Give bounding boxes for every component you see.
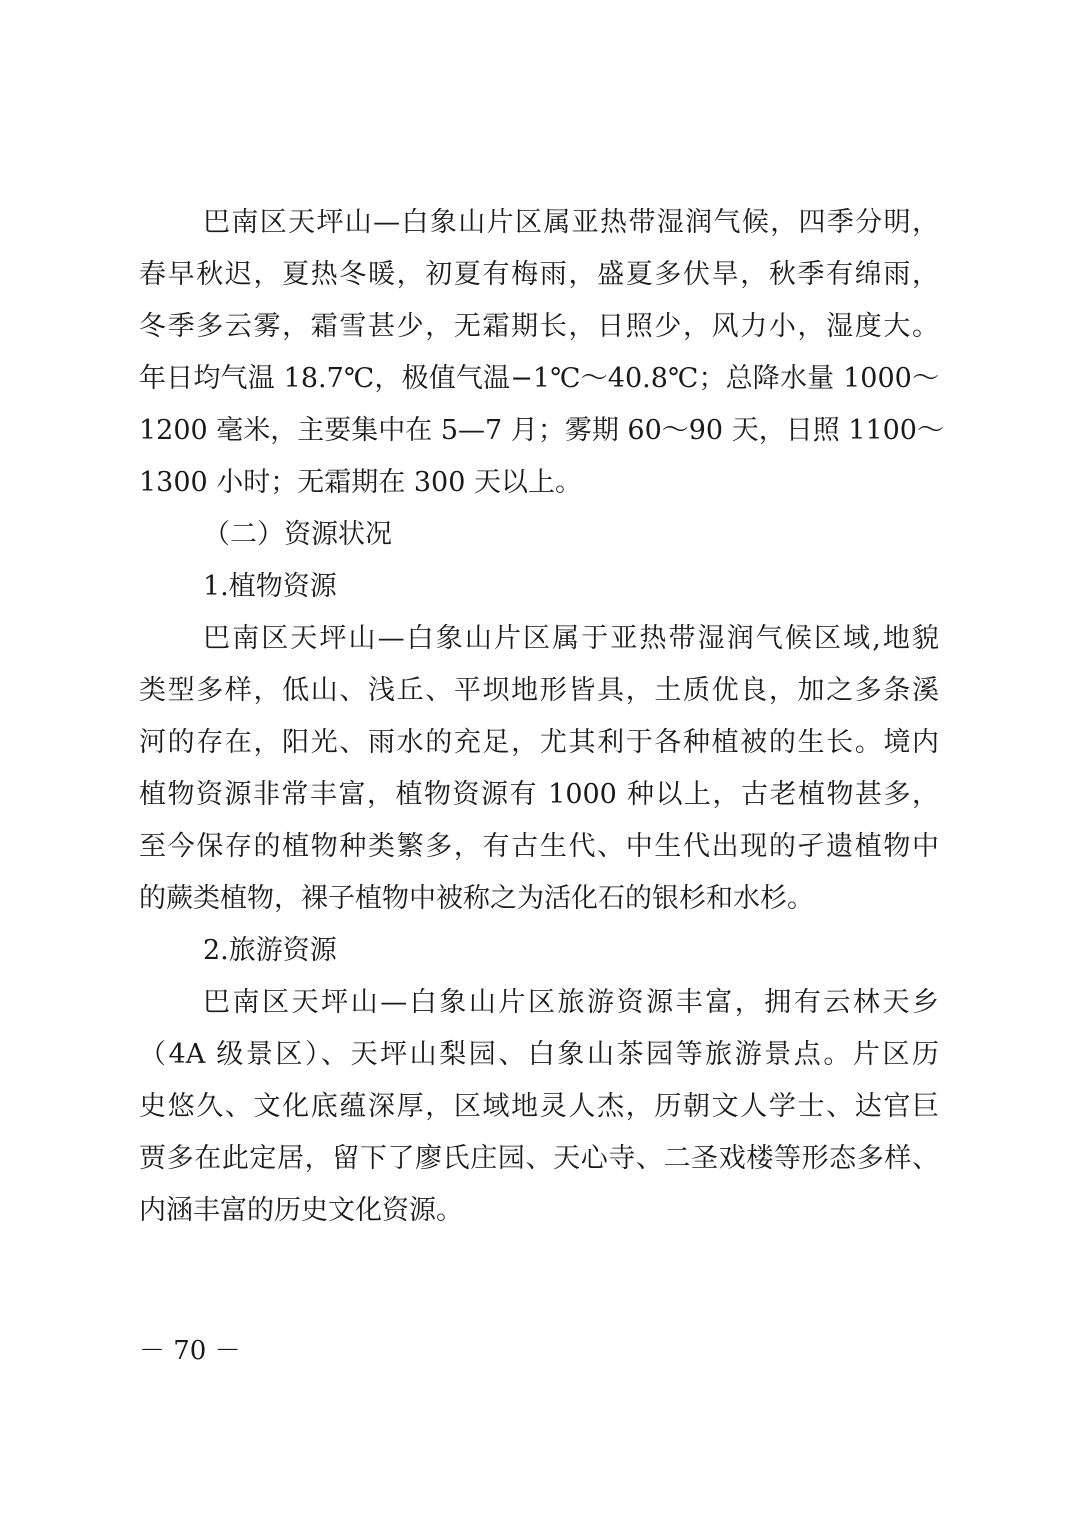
page-number: － 70 － xyxy=(139,1336,241,1366)
section-heading-resources: （二）资源状况 xyxy=(203,519,392,550)
paragraph-plants-line-1: 巴南区天坪山—白象山片区属于亚热带湿润气候区域,地貌 xyxy=(203,623,939,654)
paragraph-climate-line-4: 年日均气温 18.7℃，极值气温−1℃～40.8℃；总降水量 1000～ xyxy=(139,363,939,394)
paragraph-plants-line-3: 河的存在，阳光、雨水的充足，尤其利于各种植被的生长。境内 xyxy=(139,727,939,758)
subheading-plant-resources: 1.植物资源 xyxy=(203,571,337,602)
subheading-tourism-resources: 2.旅游资源 xyxy=(203,935,337,966)
paragraph-climate-line-5: 1200 毫米，主要集中在 5—7 月；雾期 60～90 天，日照 1100～ xyxy=(139,415,944,446)
paragraph-plants-line-4: 植物资源非常丰富，植物资源有 1000 种以上，古老植物甚多， xyxy=(139,779,939,810)
paragraph-climate-line-6: 1300 小时；无霜期在 300 天以上。 xyxy=(139,467,582,498)
paragraph-tourism-line-5: 内涵丰富的历史文化资源。 xyxy=(139,1195,463,1226)
paragraph-climate-line-1: 巴南区天坪山—白象山片区属亚热带湿润气候，四季分明， xyxy=(203,207,939,238)
paragraph-tourism-line-3: 史悠久、文化底蕴深厚，区域地灵人杰，历朝文人学士、达官巨 xyxy=(139,1091,939,1122)
paragraph-tourism-line-1: 巴南区天坪山—白象山片区旅游资源丰富，拥有云林天乡 xyxy=(203,987,939,1018)
paragraph-plants-line-6: 的蕨类植物，裸子植物中被称之为活化石的银杉和水杉。 xyxy=(139,883,814,914)
paragraph-climate-line-3: 冬季多云雾，霜雪甚少，无霜期长，日照少，风力小，湿度大。 xyxy=(139,311,939,342)
paragraph-plants-line-5: 至今保存的植物种类繁多，有古生代、中生代出现的孑遗植物中 xyxy=(139,831,939,862)
paragraph-tourism-line-4: 贾多在此定居，留下了廖氏庄园、天心寺、二圣戏楼等形态多样、 xyxy=(139,1143,939,1174)
paragraph-climate-line-2: 春早秋迟，夏热冬暖，初夏有梅雨，盛夏多伏旱，秋季有绵雨， xyxy=(139,259,939,290)
paragraph-plants-line-2: 类型多样，低山、浅丘、平坝地形皆具，土质优良，加之多条溪 xyxy=(139,675,939,706)
paragraph-tourism-line-2: （4A 级景区）、天坪山梨园、白象山茶园等旅游景点。片区历 xyxy=(139,1039,939,1070)
